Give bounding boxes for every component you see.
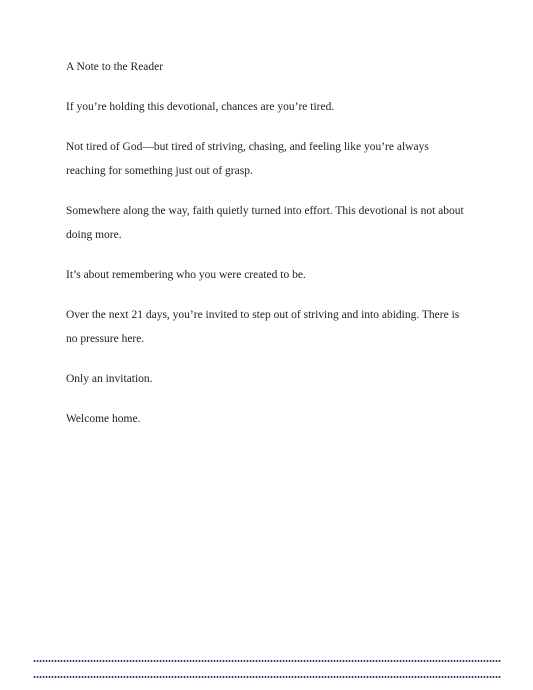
section-title: A Note to the Reader — [66, 61, 164, 73]
document-body — [66, 55, 471, 447]
paragraph-4: It’s about remembering who you were created to be. — [66, 269, 306, 281]
paragraph-2: Not tired of God—but tired of striving, chasing, and feeling like you’re always reaching for something just out of grasp. — [66, 141, 429, 177]
paragraph-5: Over the next 21 days, you’re invited to step out of striving and into abiding. There is no pressure here. — [66, 309, 460, 345]
paragraph-6: Only an invitation. — [66, 373, 153, 385]
paragraph-1: If you’re holding this devotional, chances are you’re tired. — [66, 101, 335, 113]
paragraph-3: Somewhere along the way, faith quietly turned into effort. This devotional is not about doing more. — [66, 205, 464, 241]
paragraph-7: Welcome home. — [66, 413, 141, 425]
decorative-dotted-border-bottom — [33, 676, 501, 678]
decorative-dotted-border-top — [33, 660, 501, 662]
